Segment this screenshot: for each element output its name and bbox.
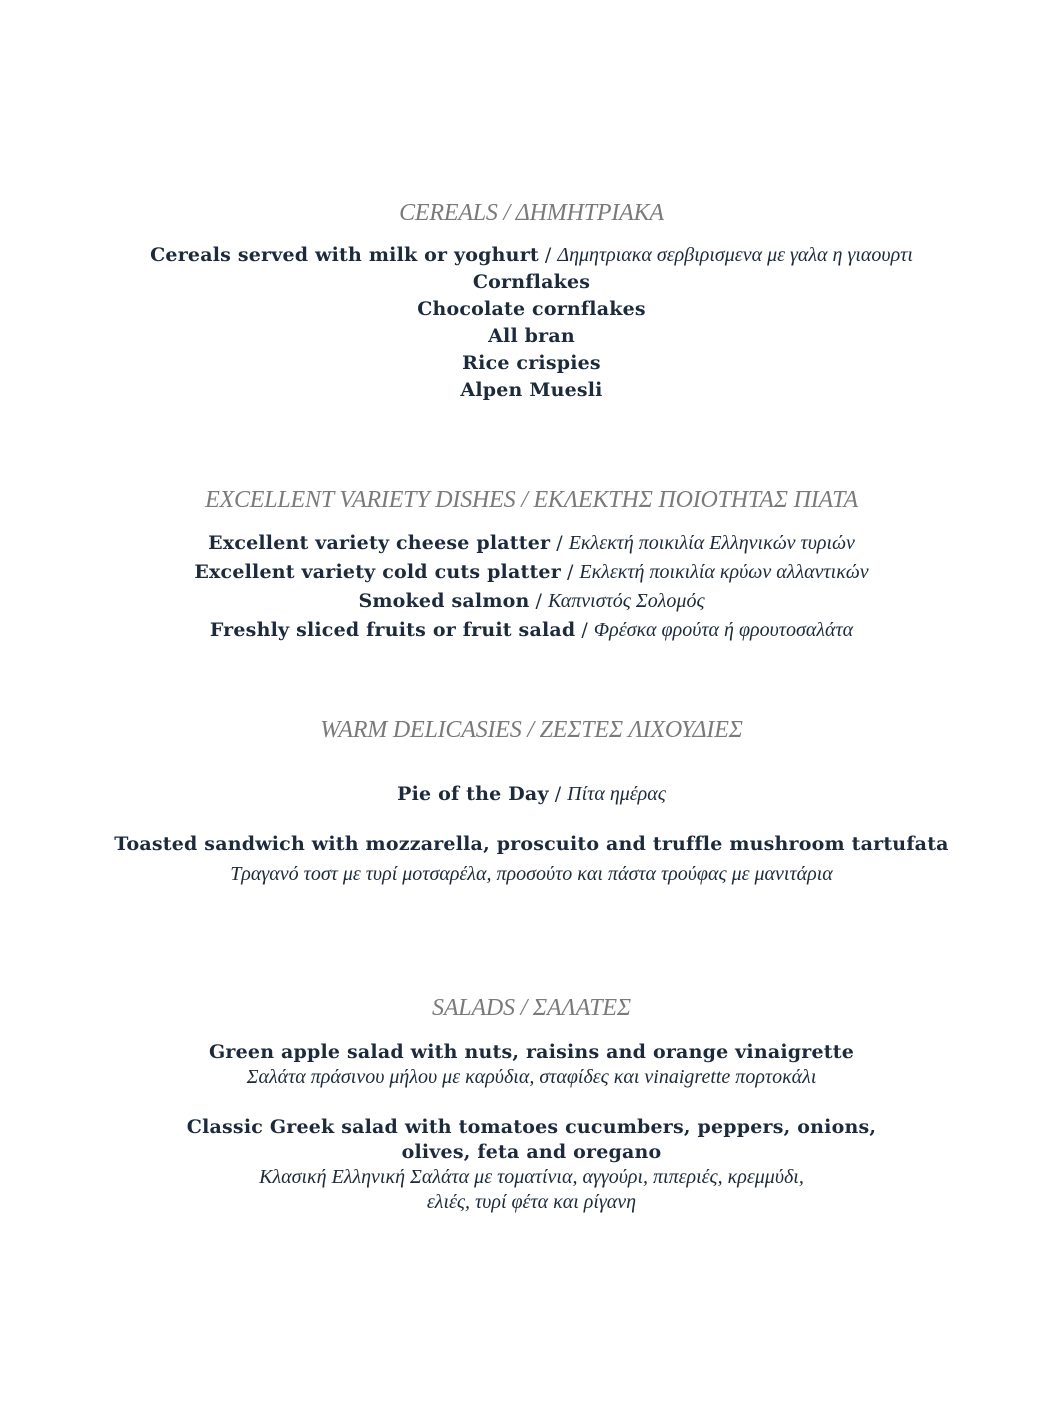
item-name: Pie of the Day <box>397 783 549 805</box>
item-name: Freshly sliced fruits or fruit salad <box>209 619 576 641</box>
menu-item-cornflakes <box>0 269 1063 297</box>
menu-item-green-apple-salad-greek <box>0 1064 1063 1092</box>
item-name: Smoked salmon <box>358 590 530 612</box>
separator: / <box>560 561 580 583</box>
item-name-greek: Σαλάτα πράσινου μήλου με καρύδια, σταφίδες και vinaigrette πορτοκάλι <box>246 1066 817 1088</box>
menu-item-toasted-sandwich-greek <box>0 861 1063 889</box>
item-name: Excellent variety cold cuts platter <box>194 561 561 583</box>
item-name: All bran <box>488 325 575 347</box>
section-title-excellent-variety: EXCELLENT VARIETY DISHES / ΕΚΛΕΚΤΗΣ ΠΟΙΟΤΗΤΑΣ ΠΙΑΤΑ <box>205 487 858 513</box>
menu-item-alpen-muesli <box>0 377 1063 405</box>
separator: / <box>538 244 558 266</box>
separator: / <box>575 619 594 641</box>
item-name-greek: Εκλεκτή ποικιλία Ελληνικών τυριών <box>568 532 855 554</box>
menu-item-rice-crispies <box>0 350 1063 378</box>
menu-item-fruits <box>0 617 1063 645</box>
menu-item-chocolate-cornflakes <box>0 296 1063 324</box>
item-name-greek: Πίτα ημέρας <box>567 783 666 805</box>
menu-item-cheese-platter <box>0 530 1063 558</box>
item-name-greek: Δημητριακα σερβιρισμενα με γαλα η γιαουρτι <box>557 244 913 266</box>
menu-item-smoked-salmon <box>0 588 1063 616</box>
item-name: Toasted sandwich with mozzarella, proscuito and truffle mushroom tartufata <box>114 833 949 855</box>
menu-item-cereals-with-milk <box>0 242 1063 270</box>
separator: / <box>529 590 548 612</box>
item-name-greek: Καπνιστός Σολομός <box>548 590 705 612</box>
section-title-salads: SALADS / ΣΑΛΑΤΕΣ <box>432 995 631 1021</box>
menu-item-greek-salad-greek-line-1 <box>0 1164 1063 1192</box>
item-name: Excellent variety cheese platter <box>208 532 551 554</box>
item-name: Cornflakes <box>472 271 591 293</box>
item-name: olives, feta and oregano <box>401 1141 662 1163</box>
menu-item-all-bran <box>0 323 1063 351</box>
item-name: Chocolate cornflakes <box>417 298 646 320</box>
separator: / <box>548 783 568 805</box>
section-title-cereals: CEREALS / ΔΗΜΗΤΡΙΑΚΑ <box>399 200 664 226</box>
item-name: Alpen Muesli <box>460 379 603 401</box>
item-name: Green apple salad with nuts, raisins and orange vinaigrette <box>208 1041 854 1063</box>
item-name-greek: Εκλεκτή ποικιλία κρύων αλλαντικών <box>579 561 869 583</box>
item-name-greek: Φρέσκα φρούτα ή φρουτοσαλάτα <box>593 619 854 641</box>
item-name-greek: Τραγανό τοστ με τυρί μοτσαρέλα, προσούτο και πάστα τρούφας με μανιτάρια <box>230 863 833 885</box>
menu-item-greek-salad-greek-line-2 <box>0 1189 1063 1217</box>
menu-item-pie-of-the-day <box>0 781 1063 809</box>
item-name-greek: ελιές, τυρί φέτα και ρίγανη <box>426 1191 637 1213</box>
menu-item-cold-cuts-platter <box>0 559 1063 587</box>
menu-item-greek-salad-line-2 <box>0 1139 1063 1167</box>
item-name: Classic Greek salad with tomatoes cucumbers, peppers, onions, <box>186 1116 877 1138</box>
section-title-warm-delicasies: WARM DELICASIES / ΖΕΣΤΕΣ ΛΙΧΟΥΔΙΕΣ <box>320 717 743 743</box>
menu-item-green-apple-salad <box>0 1039 1063 1067</box>
item-name-greek: Κλασική Ελληνική Σαλάτα με τοματίνια, αγγούρι, πιπεριές, κρεμμύδι, <box>259 1166 804 1188</box>
item-name: Rice crispies <box>462 352 601 374</box>
separator: / <box>550 532 569 554</box>
menu-item-toasted-sandwich <box>0 831 1063 859</box>
item-name: Cereals served with milk or yoghurt <box>150 244 539 266</box>
menu-item-greek-salad-line-1 <box>0 1114 1063 1142</box>
